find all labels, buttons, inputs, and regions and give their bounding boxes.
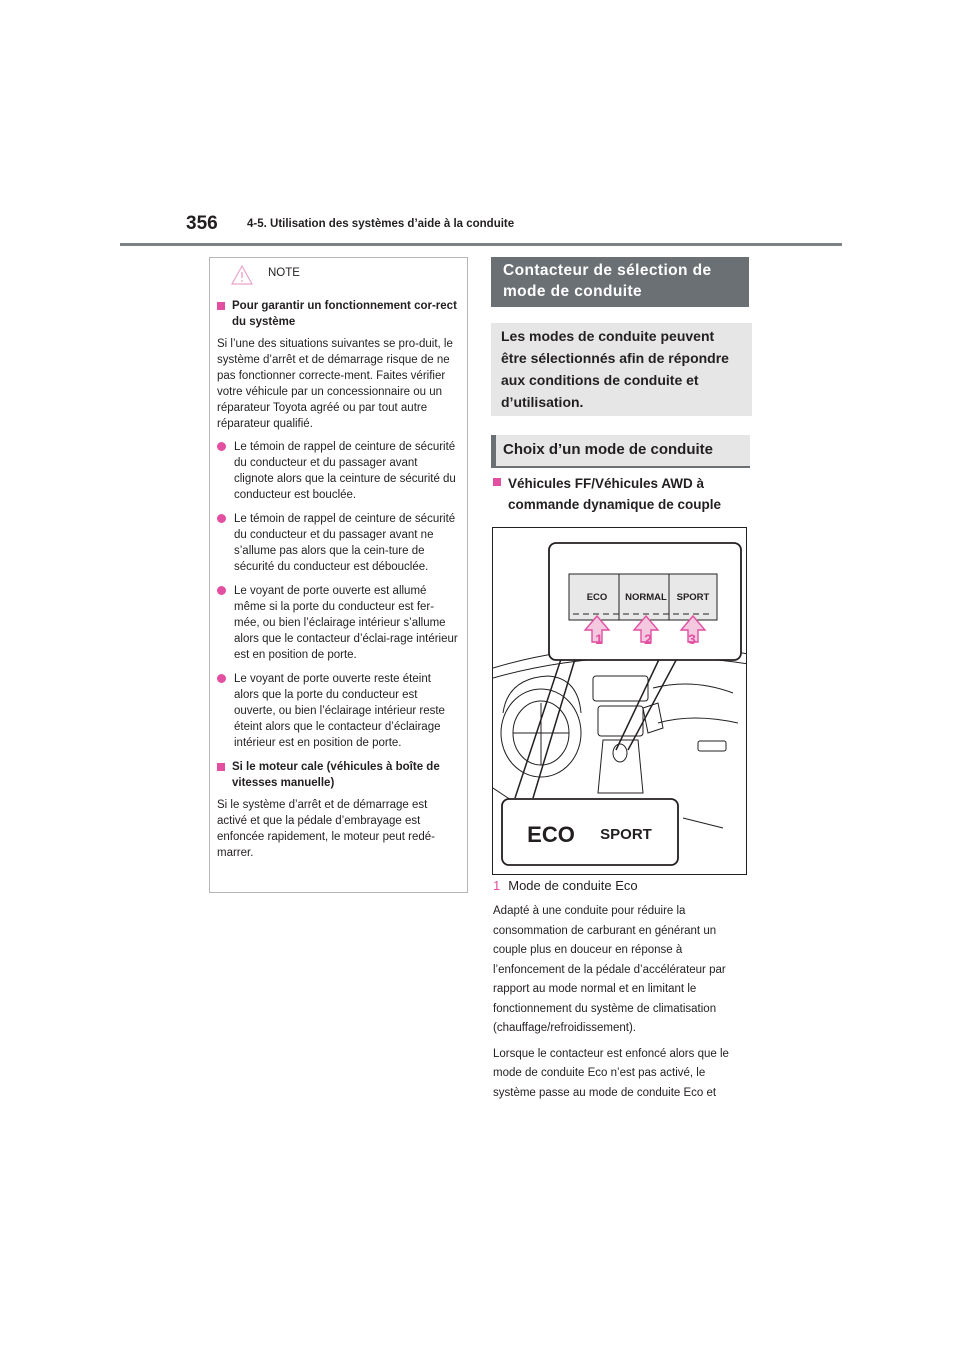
note-section-heading bbox=[217, 759, 459, 791]
eco-display-label: ECO bbox=[527, 822, 575, 847]
note-section1-heading: Pour garantir un fonctionnement cor-rect du système bbox=[232, 300, 457, 328]
round-bullet-icon bbox=[217, 442, 226, 451]
body-text bbox=[493, 902, 751, 1109]
round-bullet-icon bbox=[217, 674, 226, 683]
note-section1-text: Si l’une des situations suivantes se pro-duit, le système d’arrêt et de démarrage risque de ne pas fonctionner correcte-ment. Faites vérifier votre véhicule par un concessionnaire ou un réparateur Toyota agréé ou par tout autre réparateur qualifié. bbox=[217, 338, 453, 430]
round-bullet-icon bbox=[217, 586, 226, 595]
note-section-heading bbox=[217, 298, 459, 330]
page-number: 356 bbox=[186, 213, 218, 234]
note-box bbox=[209, 257, 468, 893]
note-section2-text: Si le système d’arrêt et de démarrage est activé et que la pédale d’embrayage est enfoncée rapidement, le moteur peut redé-marrer. bbox=[217, 799, 435, 859]
body-paragraph-1: Adapté à une conduite pour réduire la consommation de carburant en générant un couple plus en douceur en réponse à l’enfoncement de la pédale d’accélérateur par rapport au mode normal et en limitant le fonctionnement du système de climatisation (chauffage/refroidissement). bbox=[493, 905, 726, 1034]
callout-number-2: 2 bbox=[644, 631, 652, 647]
note-bullet-text: Le voyant de porte ouverte est allumé même si la porte du conducteur est fer-mée, ou bien l’éclairage intérieur s’allume alors que le contacteur d’éclai-rage intérieur est en position de porte. bbox=[234, 585, 458, 661]
eco-button-label: ECO bbox=[586, 592, 608, 603]
square-bullet-icon bbox=[217, 302, 225, 310]
subheading-rule bbox=[491, 466, 750, 468]
note-content bbox=[217, 298, 459, 861]
sport-display-label: SPORT bbox=[600, 826, 652, 843]
note-bullet bbox=[217, 583, 459, 663]
intro-box: Les modes de conduite peuvent être sélectionnés afin de répondre aux conditions de conduite et d’utilisation. bbox=[491, 323, 752, 416]
note-title: NOTE bbox=[268, 267, 300, 279]
note-bullet bbox=[217, 671, 459, 751]
note-bullet-text: Le témoin de rappel de ceinture de sécurité du conducteur et du passager avant ne s’allume pas alors que la cein-ture de sécurité du conducteur est débouclée. bbox=[234, 513, 456, 573]
note-header bbox=[217, 258, 459, 298]
subheading: Choix d’un mode de conduite bbox=[491, 435, 750, 467]
note-bullet bbox=[217, 511, 459, 575]
note-bullet-text: Le témoin de rappel de ceinture de sécurité du conducteur et du passager avant clignote alors que la ceinture de sécurité du conducteur est bouclée. bbox=[234, 441, 456, 501]
vehicle-heading bbox=[493, 473, 753, 515]
note-bullet-text: Le voyant de porte ouverte reste éteint alors que la porte du conducteur est ouverte, ou bien l’éclairage intérieur reste éteint alors que le contacteur d’éclairage intérieur est en position de porte. bbox=[234, 673, 445, 749]
drive-mode-illustration bbox=[492, 527, 747, 875]
normal-button-label: NORMAL bbox=[625, 592, 667, 603]
caption-text: Mode de conduite Eco bbox=[508, 878, 638, 893]
body-paragraph-2: Lorsque le contacteur est enfoncé alors que le mode de conduite Eco n’est pas activé, le système passe au mode de conduite Eco et bbox=[493, 1047, 729, 1099]
callout-number-3: 3 bbox=[688, 631, 696, 647]
header-rule bbox=[120, 243, 842, 246]
square-bullet-icon bbox=[217, 763, 225, 771]
caption-number: 1 bbox=[493, 878, 501, 893]
caption bbox=[493, 878, 638, 893]
note-bullet bbox=[217, 439, 459, 503]
callout-number-1: 1 bbox=[595, 631, 603, 647]
dashboard-drawing bbox=[493, 528, 747, 875]
sport-button-label: SPORT bbox=[676, 592, 710, 603]
round-bullet-icon bbox=[217, 514, 226, 523]
note-section2-heading: Si le moteur cale (véhicules à boîte de vitesses manuelle) bbox=[232, 761, 440, 789]
vehicle-heading-text: Véhicules FF/Véhicules AWD à commande dynamique de couple bbox=[508, 476, 722, 512]
square-bullet-icon bbox=[493, 478, 501, 486]
section-title: Contacteur de sélection de mode de conduite bbox=[491, 257, 749, 307]
chapter-title: 4-5. Utilisation des systèmes d’aide à la conduite bbox=[247, 218, 515, 230]
warning-triangle-icon bbox=[231, 265, 253, 285]
